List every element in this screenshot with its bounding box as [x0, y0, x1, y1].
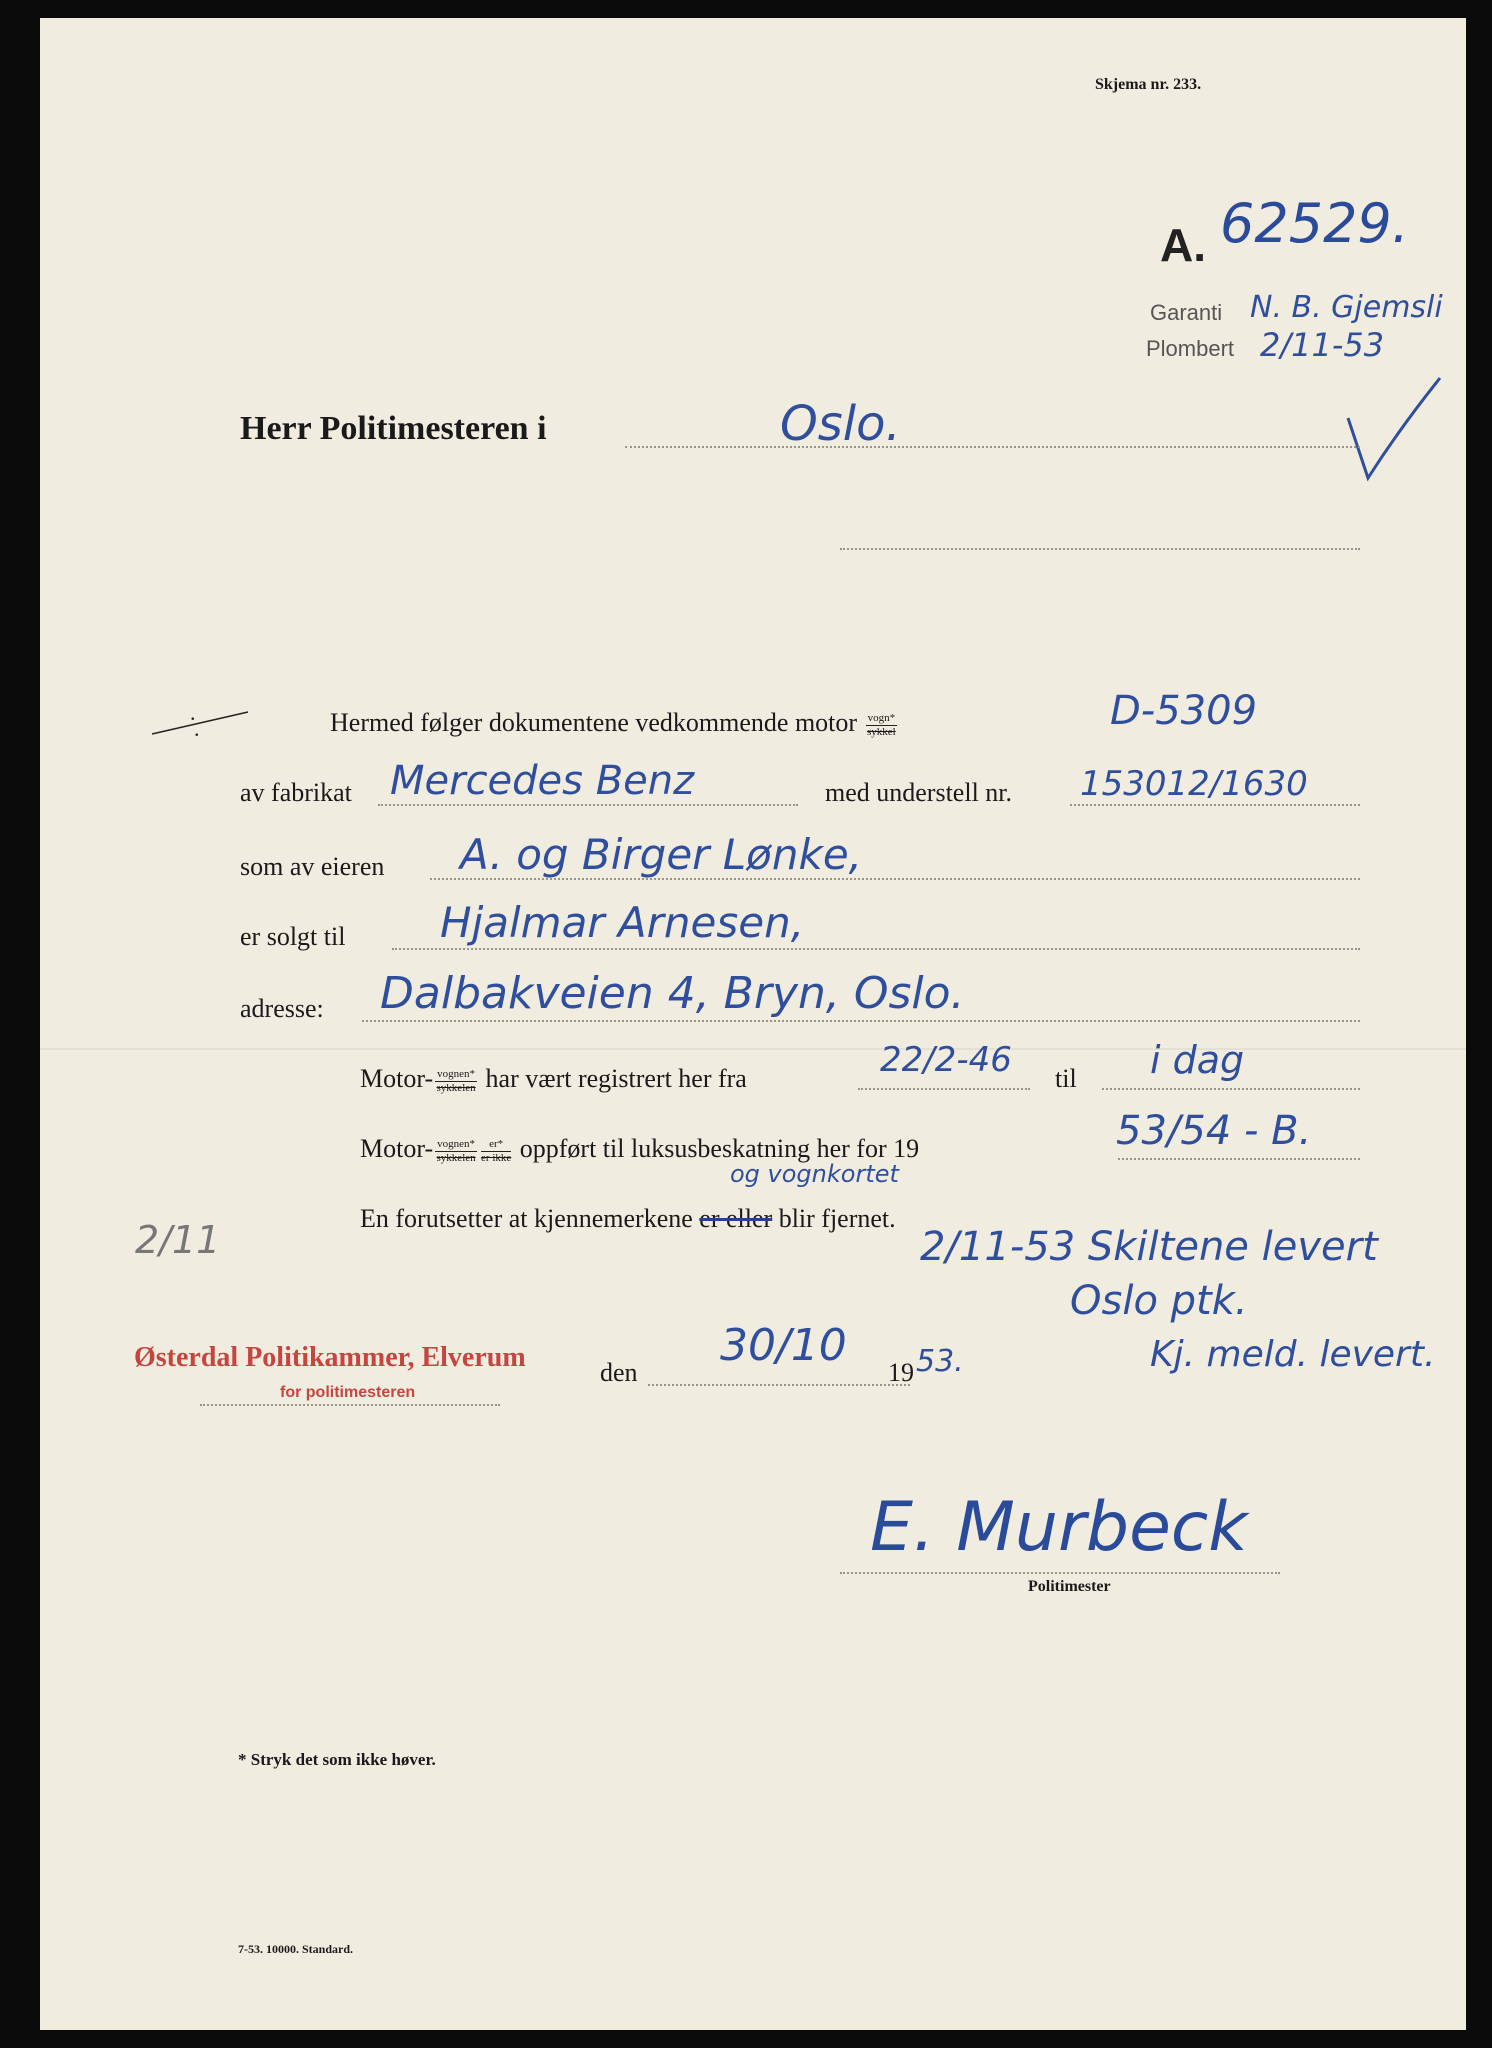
adresse-label: adresse:: [240, 994, 324, 1023]
annotation-line-3: Kj. meld. levert.: [1150, 1334, 1436, 1375]
eier-value: A. og Birger Lønke,: [460, 830, 863, 879]
frac-er: er*: [481, 1138, 511, 1152]
reg-from-line: [858, 1088, 1030, 1090]
reg-til-line: [1102, 1088, 1360, 1090]
solgt-line: [392, 948, 1360, 950]
plombert-label: Plombert: [1146, 336, 1235, 361]
garanti-value: N. B. Gjemsli: [1250, 290, 1443, 325]
signature-title: Politimester: [1028, 1578, 1111, 1595]
frac-vognen-2: vognen*: [437, 1137, 476, 1150]
form-number: Skjema nr. 233.: [1095, 76, 1202, 93]
reg-prefix: Motor-: [360, 1064, 434, 1093]
signature-line: [840, 1572, 1280, 1574]
solgt-value: Hjalmar Arnesen,: [440, 898, 805, 947]
margin-note: 2/11: [135, 1218, 221, 1262]
check-mark-icon: [1340, 368, 1450, 488]
fold-line: [40, 1048, 1466, 1050]
addressee-label: Herr Politimesteren i: [240, 410, 547, 447]
frac-sykkel: sykkel: [866, 725, 896, 738]
fabrikat-line: [378, 804, 798, 806]
stamp-line: [200, 1404, 500, 1406]
kjenne-text-a: En forutsetter at kjennemerkene: [360, 1204, 693, 1233]
footnote: * Stryk det som ikke høver.: [238, 1750, 436, 1769]
kjenne-text-b: blir fjernet.: [778, 1204, 896, 1233]
reg-fraction: [435, 1068, 477, 1095]
frac-sykkelen: sykkelen: [436, 1081, 476, 1094]
luks-text: oppført til luksusbeskatning her for 19: [519, 1134, 920, 1163]
reg-from-value: 22/2-46: [880, 1040, 1012, 1080]
addressee-line-2: [840, 548, 1360, 550]
office-stamp-sub: for politimesteren: [280, 1384, 416, 1401]
svg-text:.: .: [190, 700, 196, 725]
frac-er-ikke: er ikke: [481, 1151, 512, 1164]
date-label: den: [600, 1358, 638, 1387]
svg-text:.: .: [194, 716, 200, 738]
understell-label: med understell nr.: [825, 778, 1013, 807]
registration-number: D-5309: [1110, 688, 1258, 734]
garanti-label: Garanti: [1150, 300, 1223, 325]
understell-line: [1070, 804, 1360, 806]
motor-line-text: Hermed følger dokumentene vedkommende motor: [330, 708, 858, 737]
solgt-label: er solgt til: [240, 922, 346, 951]
stamp-number: 62529.: [1220, 192, 1409, 255]
margin-mark-icon: [150, 698, 250, 738]
fabrikat-value: Mercedes Benz: [390, 758, 695, 804]
luks-fraction-1: [435, 1138, 477, 1165]
luks-value: 53/54 - B.: [1116, 1108, 1312, 1154]
reg-til-label: til: [1055, 1064, 1077, 1093]
frac-sykkelen-2: sykkelen: [436, 1151, 476, 1164]
registrert-line: [360, 1064, 747, 1095]
reg-text: har vært registrert her fra: [485, 1064, 747, 1093]
luks-line: [1118, 1158, 1360, 1160]
annotation-line-1: 2/11-53 Skiltene levert: [920, 1224, 1378, 1270]
adresse-value: Dalbakveien 4, Bryn, Oslo.: [380, 968, 965, 1019]
plombert-value: 2/11-53: [1260, 326, 1385, 364]
print-info: 7-53. 10000. Standard.: [238, 1942, 354, 1956]
motor-type-fraction: [866, 712, 898, 739]
reg-til-value: i dag: [1150, 1038, 1245, 1082]
form-sheet: [40, 18, 1466, 2030]
kjenne-insert: og vognkortet: [730, 1160, 899, 1188]
frac-vogn: vogn*: [867, 711, 896, 724]
luks-prefix: Motor-: [360, 1134, 434, 1163]
addressee-value: Oslo.: [780, 396, 901, 452]
annotation-line-2: Oslo ptk.: [1070, 1278, 1248, 1324]
stamp-number-prefix: A.: [1160, 219, 1206, 271]
signature: E. Murbeck: [870, 1488, 1248, 1567]
eier-label: som av eieren: [240, 852, 385, 881]
luks-fraction-2: [481, 1138, 511, 1165]
date-value: 30/10: [720, 1320, 847, 1371]
year-value: 53.: [916, 1344, 964, 1379]
motor-line: [330, 708, 899, 739]
fabrikat-label: av fabrikat: [240, 778, 352, 807]
kjenne-strike: er eller: [699, 1204, 773, 1233]
adresse-line: [362, 1020, 1360, 1022]
addressee-line: [625, 446, 1360, 448]
kjenne-line: [360, 1204, 896, 1234]
year-prefix: 19: [888, 1358, 914, 1387]
frac-vognen: vognen*: [437, 1067, 476, 1080]
understell-value: 153012/1630: [1080, 764, 1308, 804]
date-line: [648, 1384, 910, 1386]
office-stamp: Østerdal Politikammer, Elverum: [134, 1342, 526, 1373]
